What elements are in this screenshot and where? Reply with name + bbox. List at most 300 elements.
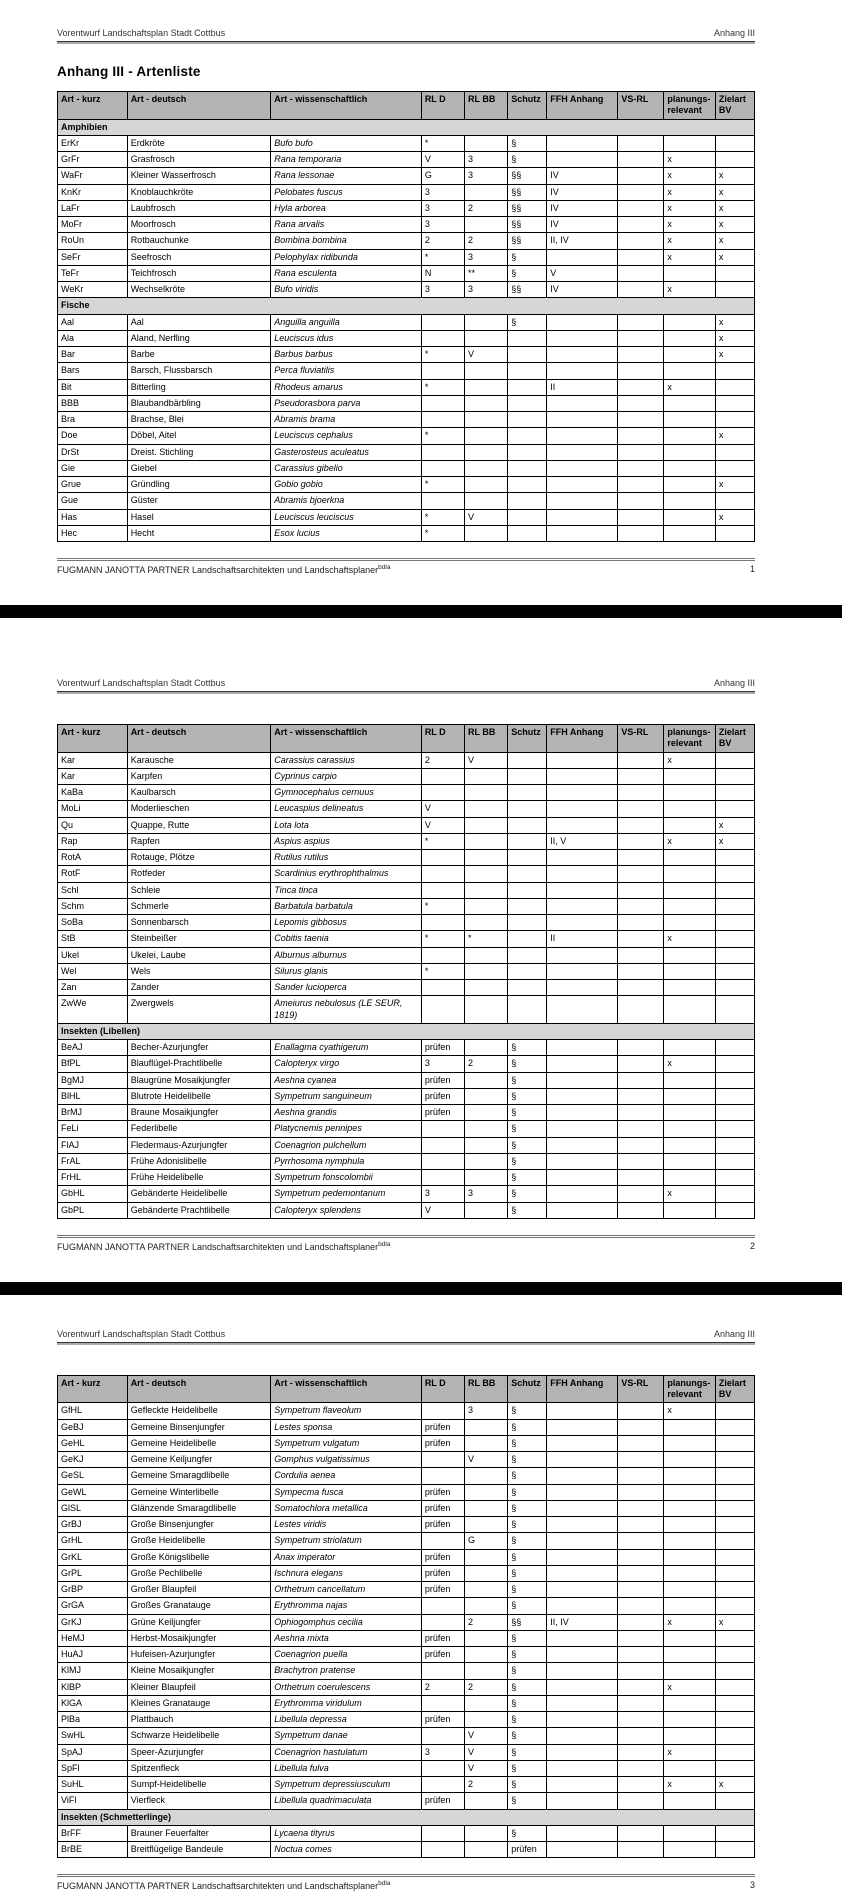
rl-d-cell: prüfen bbox=[421, 1040, 464, 1056]
vs-rl-cell bbox=[618, 525, 664, 541]
species-row bbox=[58, 1040, 755, 1056]
column-header: FFH Anhang bbox=[547, 1375, 618, 1403]
rl-bb-cell: 3 bbox=[465, 249, 508, 265]
ffh-anhang-cell bbox=[547, 752, 618, 768]
zielart-bv-cell: x bbox=[715, 428, 754, 444]
rl-bb-cell: V bbox=[465, 1744, 508, 1760]
planungsrelevant-cell bbox=[664, 509, 716, 525]
rl-bb-cell bbox=[465, 785, 508, 801]
schutz-cell bbox=[508, 493, 547, 509]
art-deutsch-cell: Rotfeder bbox=[127, 866, 271, 882]
schutz-cell: § bbox=[508, 265, 547, 281]
ffh-anhang-cell bbox=[547, 363, 618, 379]
species-row bbox=[58, 1202, 755, 1218]
planungsrelevant-cell bbox=[664, 330, 716, 346]
planungsrelevant-cell bbox=[664, 1153, 716, 1169]
planungsrelevant-cell bbox=[664, 768, 716, 784]
species-row bbox=[58, 915, 755, 931]
planungsrelevant-cell: x bbox=[664, 1679, 716, 1695]
zielart-bv-cell bbox=[715, 1186, 754, 1202]
planungsrelevant-cell: x bbox=[664, 168, 716, 184]
planungsrelevant-cell bbox=[664, 1533, 716, 1549]
zielart-bv-cell bbox=[715, 1565, 754, 1581]
ffh-anhang-cell bbox=[547, 1137, 618, 1153]
planungsrelevant-cell bbox=[664, 1202, 716, 1218]
schutz-cell bbox=[508, 347, 547, 363]
rl-bb-cell bbox=[465, 363, 508, 379]
zielart-bv-cell: x bbox=[715, 330, 754, 346]
art-wissenschaftlich-cell: Coenagrion hastulatum bbox=[271, 1744, 422, 1760]
species-row bbox=[58, 379, 755, 395]
ffh-anhang-cell bbox=[547, 850, 618, 866]
art-kurz-cell: Ukel bbox=[58, 947, 128, 963]
art-kurz-cell: BrMJ bbox=[58, 1105, 128, 1121]
planungsrelevant-cell bbox=[664, 347, 716, 363]
schutz-cell: §§ bbox=[508, 184, 547, 200]
vs-rl-cell bbox=[618, 1517, 664, 1533]
species-row bbox=[58, 1712, 755, 1728]
vs-rl-cell bbox=[618, 1793, 664, 1809]
zielart-bv-cell bbox=[715, 1435, 754, 1451]
art-kurz-cell: GrHL bbox=[58, 1533, 128, 1549]
species-row bbox=[58, 1842, 755, 1858]
art-kurz-cell: ZwWe bbox=[58, 996, 128, 1024]
art-deutsch-cell: Zwergwels bbox=[127, 996, 271, 1024]
art-deutsch-cell: Aal bbox=[127, 314, 271, 330]
zielart-bv-cell bbox=[715, 1712, 754, 1728]
ffh-anhang-cell: IV bbox=[547, 217, 618, 233]
ffh-anhang-cell bbox=[547, 996, 618, 1024]
column-header: RL BB bbox=[465, 92, 508, 120]
schutz-cell: §§ bbox=[508, 1614, 547, 1630]
rl-d-cell bbox=[421, 996, 464, 1024]
art-kurz-cell: Gie bbox=[58, 460, 128, 476]
species-row bbox=[58, 850, 755, 866]
art-deutsch-cell: Gemeine Heidelibelle bbox=[127, 1435, 271, 1451]
art-wissenschaftlich-cell: Sympetrum flaveolum bbox=[271, 1403, 422, 1419]
art-deutsch-cell: Schmerle bbox=[127, 898, 271, 914]
art-kurz-cell: GeKJ bbox=[58, 1452, 128, 1468]
art-wissenschaftlich-cell: Pelophylax ridibunda bbox=[271, 249, 422, 265]
art-wissenschaftlich-cell: Bombina bombina bbox=[271, 233, 422, 249]
art-deutsch-cell: Grasfrosch bbox=[127, 152, 271, 168]
species-row bbox=[58, 1598, 755, 1614]
art-kurz-cell: GeHL bbox=[58, 1435, 128, 1451]
rl-d-cell bbox=[421, 1121, 464, 1137]
art-deutsch-cell: Blutrote Heidelibelle bbox=[127, 1088, 271, 1104]
art-deutsch-cell: Brachse, Blei bbox=[127, 412, 271, 428]
art-kurz-cell: Has bbox=[58, 509, 128, 525]
planungsrelevant-cell bbox=[664, 866, 716, 882]
zielart-bv-cell: x bbox=[715, 477, 754, 493]
schutz-cell bbox=[508, 428, 547, 444]
species-row bbox=[58, 882, 755, 898]
species-row bbox=[58, 1565, 755, 1581]
zielart-bv-cell bbox=[715, 379, 754, 395]
page-footer bbox=[57, 1874, 755, 1891]
column-header: Zielart BV bbox=[715, 725, 754, 753]
vs-rl-cell bbox=[618, 850, 664, 866]
section-label: Fische bbox=[58, 298, 755, 314]
rl-d-cell bbox=[421, 1695, 464, 1711]
zielart-bv-cell bbox=[715, 1744, 754, 1760]
art-kurz-cell: FeLi bbox=[58, 1121, 128, 1137]
art-wissenschaftlich-cell: Pyrrhosoma nymphula bbox=[271, 1153, 422, 1169]
ffh-anhang-cell bbox=[547, 1630, 618, 1646]
species-row bbox=[58, 330, 755, 346]
art-wissenschaftlich-cell: Aeshna mixta bbox=[271, 1630, 422, 1646]
footer-company: FUGMANN JANOTTA PARTNER Landschaftsarchitekten und Landschaftsplaner$^{bdla}$ bbox=[57, 1880, 391, 1891]
planungsrelevant-cell bbox=[664, 135, 716, 151]
art-wissenschaftlich-cell: Cyprinus carpio bbox=[271, 768, 422, 784]
planungsrelevant-cell bbox=[664, 963, 716, 979]
vs-rl-cell bbox=[618, 1186, 664, 1202]
art-deutsch-cell: Herbst-Mosaikjungfer bbox=[127, 1630, 271, 1646]
rl-d-cell bbox=[421, 768, 464, 784]
page-footer bbox=[57, 1235, 755, 1252]
species-row bbox=[58, 412, 755, 428]
schutz-cell bbox=[508, 866, 547, 882]
rl-d-cell bbox=[421, 330, 464, 346]
column-header: RL BB bbox=[465, 1375, 508, 1403]
rl-bb-cell bbox=[465, 1040, 508, 1056]
rl-bb-cell bbox=[465, 314, 508, 330]
art-deutsch-cell: Sumpf-Heidelibelle bbox=[127, 1777, 271, 1793]
ffh-anhang-cell bbox=[547, 1582, 618, 1598]
ffh-anhang-cell bbox=[547, 1403, 618, 1419]
zielart-bv-cell: x bbox=[715, 168, 754, 184]
rl-d-cell bbox=[421, 1777, 464, 1793]
art-deutsch-cell: Plattbauch bbox=[127, 1712, 271, 1728]
column-header: FFH Anhang bbox=[547, 725, 618, 753]
rl-d-cell: 3 bbox=[421, 1744, 464, 1760]
ffh-anhang-cell bbox=[547, 1468, 618, 1484]
rl-bb-cell bbox=[465, 980, 508, 996]
art-wissenschaftlich-cell: Scardinius erythrophthalmus bbox=[271, 866, 422, 882]
rl-bb-cell: 2 bbox=[465, 233, 508, 249]
column-header: VS-RL bbox=[618, 725, 664, 753]
art-kurz-cell: Qu bbox=[58, 817, 128, 833]
art-wissenschaftlich-cell: Pelobates fuscus bbox=[271, 184, 422, 200]
planungsrelevant-cell bbox=[664, 1760, 716, 1776]
species-table bbox=[57, 724, 755, 1219]
rl-bb-cell: * bbox=[465, 931, 508, 947]
art-wissenschaftlich-cell: Sander lucioperca bbox=[271, 980, 422, 996]
vs-rl-cell bbox=[618, 1105, 664, 1121]
art-deutsch-cell: Schleie bbox=[127, 882, 271, 898]
vs-rl-cell bbox=[618, 249, 664, 265]
planungsrelevant-cell: x bbox=[664, 752, 716, 768]
rl-d-cell: G bbox=[421, 168, 464, 184]
art-deutsch-cell: Gemeine Keiljungfer bbox=[127, 1452, 271, 1468]
rl-bb-cell: G bbox=[465, 1533, 508, 1549]
rl-bb-cell: V bbox=[465, 347, 508, 363]
rl-d-cell: * bbox=[421, 379, 464, 395]
art-kurz-cell: Ala bbox=[58, 330, 128, 346]
vs-rl-cell bbox=[618, 444, 664, 460]
section-row bbox=[58, 1809, 755, 1825]
art-wissenschaftlich-cell: Enallagma cyathigerum bbox=[271, 1040, 422, 1056]
art-deutsch-cell: Gebänderte Prachtlibelle bbox=[127, 1202, 271, 1218]
zielart-bv-cell bbox=[715, 1056, 754, 1072]
art-deutsch-cell: Zander bbox=[127, 980, 271, 996]
rl-d-cell bbox=[421, 493, 464, 509]
art-wissenschaftlich-cell: Somatochlora metallica bbox=[271, 1500, 422, 1516]
art-deutsch-cell: Rotauge, Plötze bbox=[127, 850, 271, 866]
art-wissenschaftlich-cell: Orthetrum coerulescens bbox=[271, 1679, 422, 1695]
art-wissenschaftlich-cell: Lestes sponsa bbox=[271, 1419, 422, 1435]
art-kurz-cell: GeBJ bbox=[58, 1419, 128, 1435]
vs-rl-cell bbox=[618, 1137, 664, 1153]
planungsrelevant-cell: x bbox=[664, 152, 716, 168]
art-kurz-cell: Bit bbox=[58, 379, 128, 395]
planungsrelevant-cell bbox=[664, 477, 716, 493]
species-table-wrapper bbox=[57, 724, 755, 1219]
rl-bb-cell bbox=[465, 412, 508, 428]
zielart-bv-cell bbox=[715, 1517, 754, 1533]
art-kurz-cell: MoFr bbox=[58, 217, 128, 233]
rl-d-cell bbox=[421, 1728, 464, 1744]
rl-d-cell bbox=[421, 460, 464, 476]
species-table bbox=[57, 91, 755, 542]
art-kurz-cell: GlSL bbox=[58, 1500, 128, 1516]
rl-d-cell: prüfen bbox=[421, 1484, 464, 1500]
species-row bbox=[58, 1517, 755, 1533]
ffh-anhang-cell bbox=[547, 947, 618, 963]
art-wissenschaftlich-cell: Leuciscus cephalus bbox=[271, 428, 422, 444]
art-kurz-cell: GrKL bbox=[58, 1549, 128, 1565]
species-row bbox=[58, 817, 755, 833]
planungsrelevant-cell bbox=[664, 1663, 716, 1679]
vs-rl-cell bbox=[618, 996, 664, 1024]
rl-d-cell: * bbox=[421, 477, 464, 493]
art-deutsch-cell: Karausche bbox=[127, 752, 271, 768]
ffh-anhang-cell bbox=[547, 768, 618, 784]
art-deutsch-cell: Kleine Mosaikjungfer bbox=[127, 1663, 271, 1679]
rl-bb-cell: 3 bbox=[465, 282, 508, 298]
planungsrelevant-cell bbox=[664, 1842, 716, 1858]
art-deutsch-cell: Moderlieschen bbox=[127, 801, 271, 817]
schutz-cell: § bbox=[508, 1484, 547, 1500]
ffh-anhang-cell bbox=[547, 1549, 618, 1565]
rl-d-cell: V bbox=[421, 801, 464, 817]
table-header-row bbox=[58, 92, 755, 120]
rl-bb-cell bbox=[465, 1500, 508, 1516]
species-row bbox=[58, 168, 755, 184]
vs-rl-cell bbox=[618, 833, 664, 849]
species-row bbox=[58, 1679, 755, 1695]
art-deutsch-cell: Breitflügelige Bandeule bbox=[127, 1842, 271, 1858]
column-header: Schutz bbox=[508, 92, 547, 120]
planungsrelevant-cell bbox=[664, 947, 716, 963]
ffh-anhang-cell bbox=[547, 509, 618, 525]
zielart-bv-cell bbox=[715, 265, 754, 281]
planungsrelevant-cell bbox=[664, 1598, 716, 1614]
schutz-cell: § bbox=[508, 1121, 547, 1137]
schutz-cell bbox=[508, 444, 547, 460]
art-wissenschaftlich-cell: Rana lessonae bbox=[271, 168, 422, 184]
art-wissenschaftlich-cell: Platycnemis pennipes bbox=[271, 1121, 422, 1137]
schutz-cell: § bbox=[508, 1744, 547, 1760]
rl-d-cell bbox=[421, 866, 464, 882]
art-wissenschaftlich-cell: Abramis bjoerkna bbox=[271, 493, 422, 509]
species-row bbox=[58, 801, 755, 817]
rl-bb-cell bbox=[465, 330, 508, 346]
schutz-cell: § bbox=[508, 1793, 547, 1809]
column-header: RL D bbox=[421, 1375, 464, 1403]
rl-d-cell: * bbox=[421, 249, 464, 265]
art-kurz-cell: GrFr bbox=[58, 152, 128, 168]
ffh-anhang-cell: IV bbox=[547, 184, 618, 200]
art-kurz-cell: Kar bbox=[58, 768, 128, 784]
species-row bbox=[58, 1793, 755, 1809]
section-row bbox=[58, 298, 755, 314]
vs-rl-cell bbox=[618, 1712, 664, 1728]
schutz-cell bbox=[508, 931, 547, 947]
section-row bbox=[58, 1023, 755, 1039]
rl-bb-cell: 2 bbox=[465, 1056, 508, 1072]
ffh-anhang-cell bbox=[547, 1072, 618, 1088]
vs-rl-cell bbox=[618, 785, 664, 801]
planungsrelevant-cell bbox=[664, 1435, 716, 1451]
zielart-bv-cell bbox=[715, 866, 754, 882]
ffh-anhang-cell bbox=[547, 1565, 618, 1581]
schutz-cell bbox=[508, 882, 547, 898]
vs-rl-cell bbox=[618, 1435, 664, 1451]
vs-rl-cell bbox=[618, 493, 664, 509]
species-row bbox=[58, 1728, 755, 1744]
schutz-cell: § bbox=[508, 1419, 547, 1435]
art-kurz-cell: FrHL bbox=[58, 1170, 128, 1186]
species-table bbox=[57, 1375, 755, 1859]
planungsrelevant-cell bbox=[664, 1630, 716, 1646]
rl-bb-cell bbox=[465, 833, 508, 849]
planungsrelevant-cell bbox=[664, 1452, 716, 1468]
page-number: 1 bbox=[749, 564, 755, 574]
zielart-bv-cell bbox=[715, 850, 754, 866]
species-row bbox=[58, 1468, 755, 1484]
rl-d-cell bbox=[421, 882, 464, 898]
art-kurz-cell: Kar bbox=[58, 752, 128, 768]
ffh-anhang-cell bbox=[547, 1040, 618, 1056]
schutz-cell bbox=[508, 379, 547, 395]
art-kurz-cell: DrSt bbox=[58, 444, 128, 460]
zielart-bv-cell bbox=[715, 444, 754, 460]
art-wissenschaftlich-cell: Coenagrion puella bbox=[271, 1647, 422, 1663]
art-wissenschaftlich-cell: Silurus glanis bbox=[271, 963, 422, 979]
page-header-right: Anhang III bbox=[713, 1328, 755, 1339]
column-header: Art - wissenschaftlich bbox=[271, 725, 422, 753]
schutz-cell: § bbox=[508, 1533, 547, 1549]
table-header-row bbox=[58, 725, 755, 753]
art-kurz-cell: ErKr bbox=[58, 135, 128, 151]
art-deutsch-cell: Sonnenbarsch bbox=[127, 915, 271, 931]
rl-bb-cell bbox=[465, 817, 508, 833]
planungsrelevant-cell bbox=[664, 785, 716, 801]
art-deutsch-cell: Becher-Azurjungfer bbox=[127, 1040, 271, 1056]
schutz-cell bbox=[508, 996, 547, 1024]
species-row bbox=[58, 963, 755, 979]
vs-rl-cell bbox=[618, 1598, 664, 1614]
art-deutsch-cell: Steinbeißer bbox=[127, 931, 271, 947]
planungsrelevant-cell bbox=[664, 1793, 716, 1809]
species-row bbox=[58, 1695, 755, 1711]
rl-d-cell bbox=[421, 1533, 464, 1549]
rl-d-cell: 2 bbox=[421, 233, 464, 249]
page-number: 3 bbox=[749, 1880, 755, 1891]
species-row bbox=[58, 1777, 755, 1793]
schutz-cell: § bbox=[508, 1598, 547, 1614]
rl-bb-cell bbox=[465, 1825, 508, 1841]
footer-company: FUGMANN JANOTTA PARTNER Landschaftsarchitekten und Landschaftsplaner$^{bdla}$ bbox=[57, 1240, 391, 1252]
schutz-cell bbox=[508, 817, 547, 833]
planungsrelevant-cell: x bbox=[664, 1744, 716, 1760]
schutz-cell bbox=[508, 898, 547, 914]
species-row bbox=[58, 249, 755, 265]
art-wissenschaftlich-cell: Orthetrum cancellatum bbox=[271, 1582, 422, 1598]
art-wissenschaftlich-cell: Libellula quadrimaculata bbox=[271, 1793, 422, 1809]
planungsrelevant-cell bbox=[664, 915, 716, 931]
species-row bbox=[58, 395, 755, 411]
planungsrelevant-cell: x bbox=[664, 233, 716, 249]
rl-bb-cell: V bbox=[465, 1760, 508, 1776]
zielart-bv-cell bbox=[715, 1598, 754, 1614]
schutz-cell bbox=[508, 363, 547, 379]
rl-bb-cell bbox=[465, 947, 508, 963]
rl-d-cell: 3 bbox=[421, 1056, 464, 1072]
species-row bbox=[58, 1419, 755, 1435]
column-header: Zielart BV bbox=[715, 92, 754, 120]
document-title: Anhang III - Artenliste bbox=[57, 64, 201, 79]
vs-rl-cell bbox=[618, 347, 664, 363]
vs-rl-cell bbox=[618, 1153, 664, 1169]
ffh-anhang-cell: IV bbox=[547, 282, 618, 298]
vs-rl-cell bbox=[618, 282, 664, 298]
art-deutsch-cell: Karpfen bbox=[127, 768, 271, 784]
vs-rl-cell bbox=[618, 314, 664, 330]
zielart-bv-cell bbox=[715, 785, 754, 801]
rl-bb-cell: 3 bbox=[465, 1186, 508, 1202]
art-kurz-cell: StB bbox=[58, 931, 128, 947]
schutz-cell bbox=[508, 525, 547, 541]
species-row bbox=[58, 363, 755, 379]
art-deutsch-cell: Blaubandbärbling bbox=[127, 395, 271, 411]
schutz-cell: § bbox=[508, 1056, 547, 1072]
art-deutsch-cell: Gefleckte Heidelibelle bbox=[127, 1403, 271, 1419]
rl-d-cell: prüfen bbox=[421, 1793, 464, 1809]
art-kurz-cell: RoUn bbox=[58, 233, 128, 249]
art-wissenschaftlich-cell: Rana arvalis bbox=[271, 217, 422, 233]
ffh-anhang-cell bbox=[547, 1712, 618, 1728]
zielart-bv-cell bbox=[715, 752, 754, 768]
ffh-anhang-cell bbox=[547, 1202, 618, 1218]
rl-d-cell: V bbox=[421, 1202, 464, 1218]
art-wissenschaftlich-cell: Aeshna grandis bbox=[271, 1105, 422, 1121]
art-kurz-cell: WeKr bbox=[58, 282, 128, 298]
schutz-cell: § bbox=[508, 1760, 547, 1776]
art-deutsch-cell: Wels bbox=[127, 963, 271, 979]
art-wissenschaftlich-cell: Barbatula barbatula bbox=[271, 898, 422, 914]
zielart-bv-cell bbox=[715, 1582, 754, 1598]
rl-d-cell bbox=[421, 1137, 464, 1153]
schutz-cell: §§ bbox=[508, 282, 547, 298]
planungsrelevant-cell bbox=[664, 412, 716, 428]
planungsrelevant-cell bbox=[664, 1647, 716, 1663]
ffh-anhang-cell bbox=[547, 801, 618, 817]
art-wissenschaftlich-cell: Barbus barbus bbox=[271, 347, 422, 363]
ffh-anhang-cell: V bbox=[547, 265, 618, 281]
rl-d-cell: prüfen bbox=[421, 1105, 464, 1121]
